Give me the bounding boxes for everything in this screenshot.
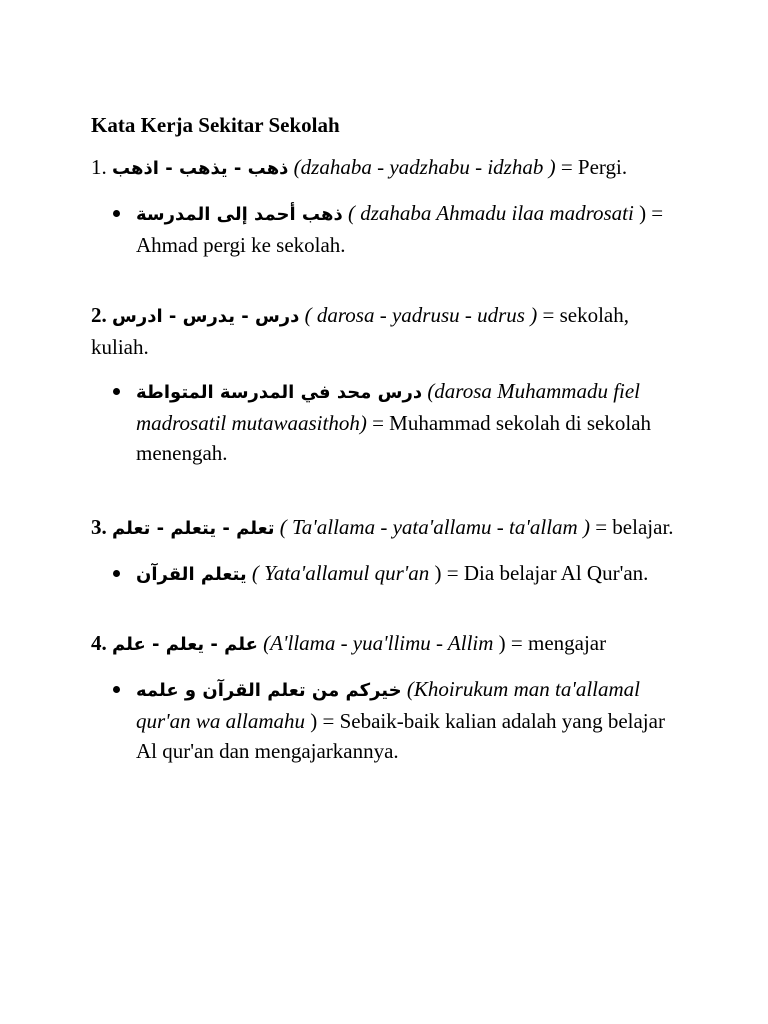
verb-entry-2 [91,300,681,468]
example-list [91,558,681,590]
verb-entry-3 [91,512,681,590]
example-list [91,198,681,260]
arabic-verb-forms: تعلم - يتعلم - تعلم [112,518,275,539]
bullet-icon [113,570,120,577]
verb-entry-4 [91,628,681,766]
example-list [91,674,681,766]
arabic-verb-forms: ذهب - يذهب - اذهب [112,158,289,179]
document-title: Kata Kerja Sekitar Sekolah [91,113,340,137]
example-transliteration: (darosa Muhammadu fiel madrosatil mutawaasithoh) [136,379,641,435]
transliteration: (dzahaba - yadzhabu - idzhab ) [293,155,556,179]
entry-number: 3. [91,515,107,539]
transliteration: ( darosa - yadrusu - udrus ) [304,303,538,327]
example-arabic: يتعلم القرآن [136,564,247,585]
meaning: ) = mengajar [498,631,607,655]
verb-entry-heading [91,628,681,660]
example-arabic: ذهب أحمد إلى المدرسة [136,204,343,225]
meaning: = sekolah, kuliah. [91,303,629,359]
transliteration: ( Ta'allama - yata'allamu - ta'allam ) [279,515,590,539]
example-meaning: ) = Ahmad pergi ke sekolah. [136,201,664,257]
example-transliteration: ( Yata'allamul qur'an [251,561,430,585]
example-arabic: خيركم من تعلم القرآن و علمه [136,680,402,701]
example-transliteration: (Khoirukum man ta'allamal qur'an wa allamahu [136,677,640,733]
example-transliteration: ( dzahaba Ahmadu ilaa madrosati [347,201,634,225]
verb-entry-heading [91,152,681,184]
verb-entry-1 [91,152,681,260]
bullet-icon [113,388,120,395]
bullet-icon [113,686,120,693]
entry-number: 1. [91,155,107,179]
document-page [91,110,681,766]
entry-number: 4. [91,631,107,655]
example-item [136,198,681,260]
example-meaning: ) = Sebaik-baik kalian adalah yang belajar Al qur'an dan mengajarkannya. [136,709,665,763]
arabic-verb-forms: علم - يعلم - علم [112,634,258,655]
transliteration: (A'llama - yua'llimu - Allim [263,631,494,655]
example-list [91,376,681,468]
example-item [136,376,681,468]
entry-number: 2. [91,303,107,327]
example-arabic: درس محد في المدرسة المتواطة [136,382,423,403]
meaning: = Pergi. [560,155,628,179]
meaning: = belajar. [595,515,674,539]
verb-entry-heading [91,512,681,544]
example-meaning: ) = Dia belajar Al Qur'an. [434,561,649,585]
example-item [136,674,681,766]
arabic-verb-forms: درس - يدرس - ادرس [112,306,300,327]
example-meaning: = Muhammad sekolah di sekolah menengah. [136,411,652,465]
bullet-icon [113,210,120,217]
example-item [136,558,681,590]
verb-entry-heading [91,300,681,362]
